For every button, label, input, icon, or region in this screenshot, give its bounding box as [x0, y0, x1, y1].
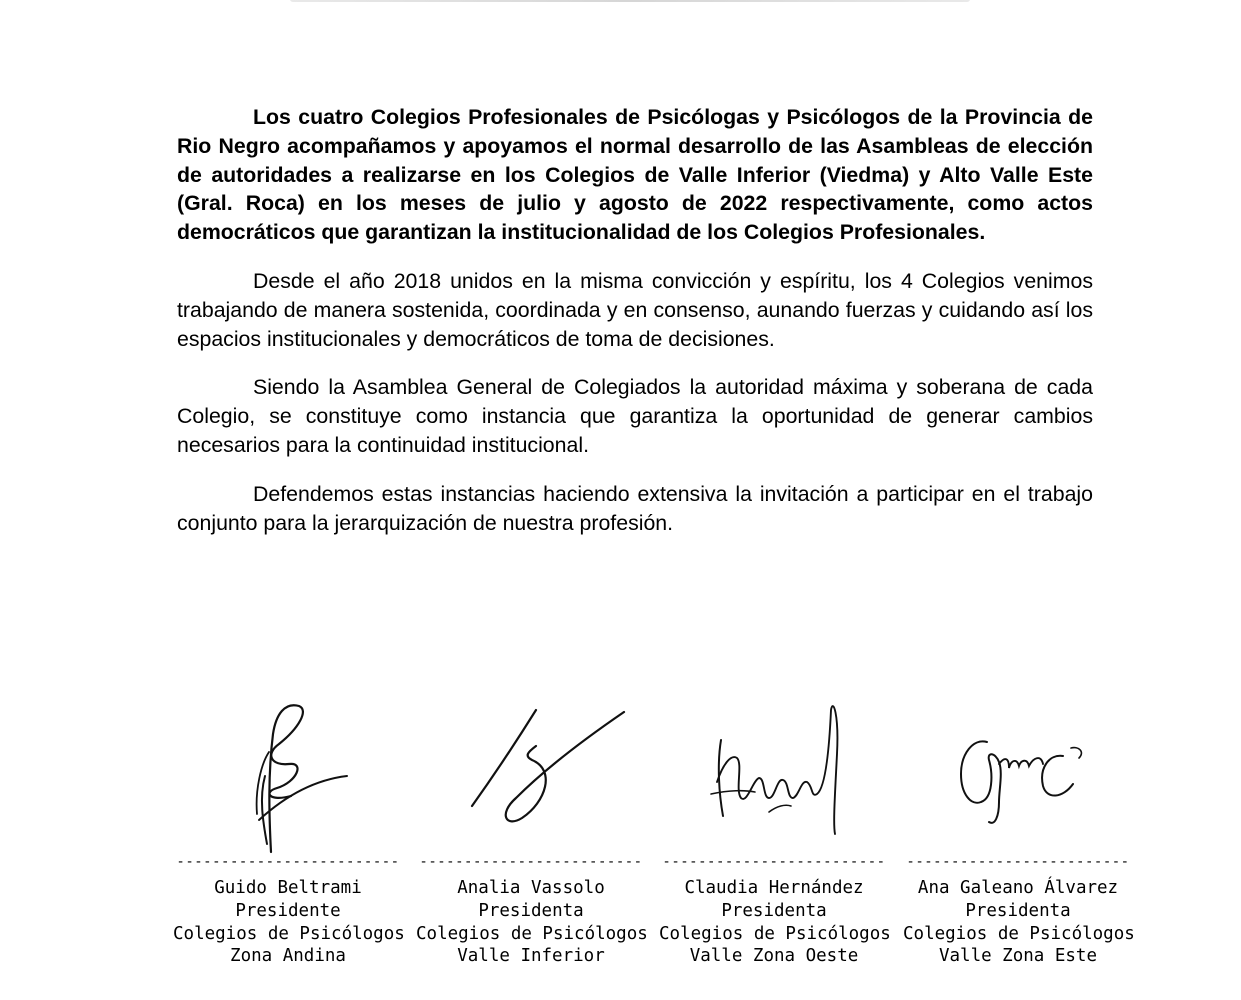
signer-zone: Valle Zona Este	[938, 946, 1098, 967]
signer-org: Colegios de Psicólogos	[903, 923, 1135, 944]
signer-org: Colegios de Psicólogos	[659, 923, 891, 944]
signer-details	[173, 877, 403, 968]
signer-name: Ana Galeano Álvarez	[917, 878, 1119, 898]
page-header-remnant	[290, 0, 970, 2]
paragraph-assembly: Siendo la Asamblea General de Colegiados la autoridad máxima y soberana de cada Colegio, se constituye como instancia que garantiza la oportunidad de generar cambios necesarios para la continuidad institucional.	[177, 375, 1093, 457]
paragraph-history: Desde el año 2018 unidos en la misma convicción y espíritu, los 4 Colegios venimos trabajando de manera sostenida, coordinada y en consenso, aunando fuerzas y cuidando así los espacios institucionales y democráticos de toma de decisiones.	[177, 268, 1093, 351]
signer-zone: Zona Andina	[230, 946, 346, 967]
signature-image	[173, 694, 403, 860]
signer-org: Colegios de Psicólogos	[416, 923, 648, 944]
signer-details	[903, 877, 1133, 968]
signer-name: Claudia Hernández	[684, 878, 864, 898]
signer-zone: Valle Zona Oeste	[689, 946, 859, 967]
signer-name: Guido Beltrami	[214, 878, 362, 898]
signature-image	[416, 694, 646, 860]
signer-card	[903, 694, 1133, 994]
signer-card	[173, 694, 403, 994]
signature-line: -------------------------	[662, 854, 886, 870]
signer-name: Analia Vassolo	[457, 878, 605, 898]
signer-details	[659, 877, 889, 968]
paragraph-intro: Los cuatro Colegios Profesionales de Psicólogas y Psicólogos de la Provincia de Rio Negro acompañamos y apoyamos el normal desarrollo de las Asambleas de elección de autoridades a realizarse en los Colegios de Valle Inferior (Viedma) y Alto Valle Este (Gral. Roca) en los meses de julio y agosto de 2022 respectivamente, como actos democráticos que garantizan la institucionalidad de los Colegios Profesionales.	[177, 105, 1093, 245]
signer-role: Presidenta	[721, 900, 827, 921]
signature-line: -------------------------	[176, 854, 400, 870]
paragraph-closing: Defendemos estas instancias haciendo extensiva la invitación a participar en el trabajo conjunto para la jerarquización de nuestra profesión.	[177, 481, 1093, 535]
signer-zone: Valle Inferior	[457, 946, 605, 967]
document-body	[177, 103, 1093, 537]
signer-details	[416, 877, 646, 968]
signature-image	[659, 694, 889, 860]
signature-line: -------------------------	[419, 854, 643, 870]
signer-org: Colegios de Psicólogos	[173, 923, 405, 944]
signature-block	[173, 694, 1133, 994]
signature-image	[903, 694, 1133, 860]
signer-role: Presidenta	[965, 900, 1071, 921]
signer-role: Presidenta	[478, 900, 584, 921]
signer-card	[659, 694, 889, 994]
signature-line: -------------------------	[906, 854, 1130, 870]
signer-role: Presidente	[235, 900, 341, 921]
signer-card	[416, 694, 646, 994]
